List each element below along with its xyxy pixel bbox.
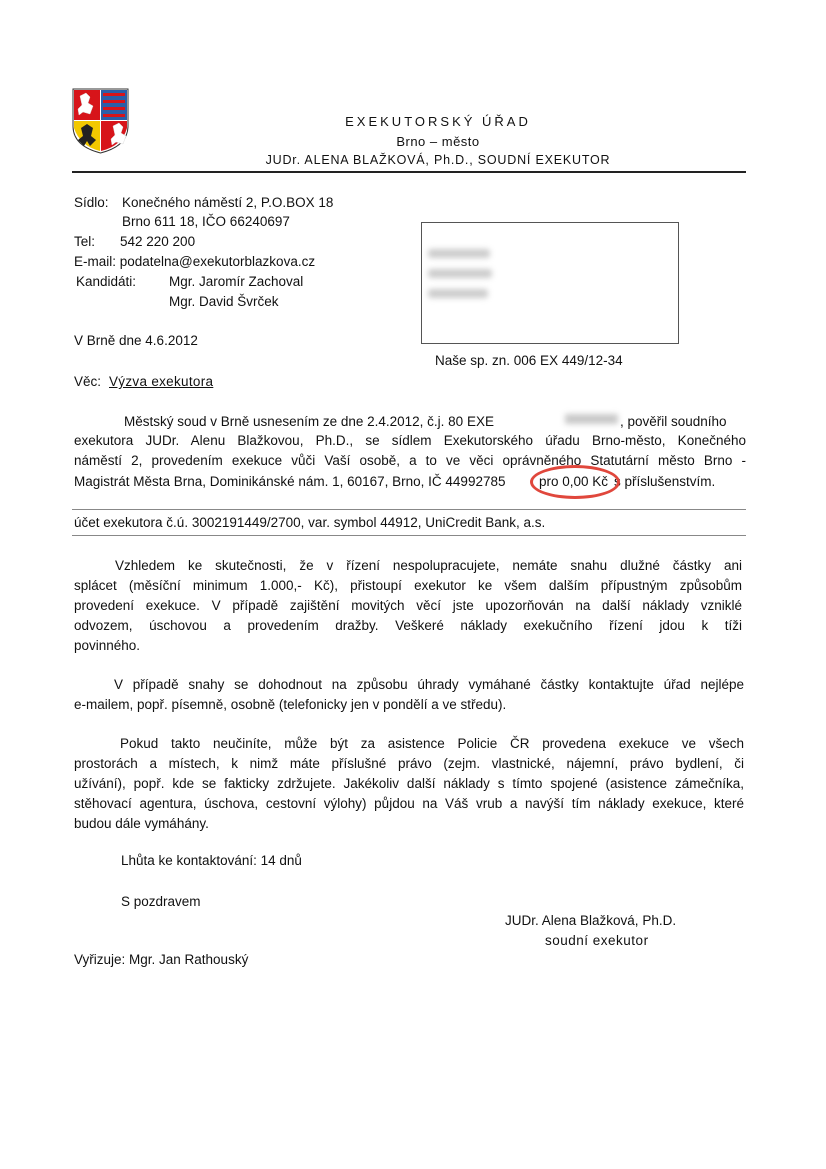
kandidat-1: Mgr. Jaromír Zachoval <box>169 274 304 289</box>
para3-line2: e-mailem, popř. písemně, osobně (telefonicky jen v pondělí a ve středu). <box>74 697 507 712</box>
date-line: V Brně dne 4.6.2012 <box>74 333 198 348</box>
recipient-address-box <box>421 222 679 344</box>
tel-value: 542 220 200 <box>120 234 196 249</box>
para4-line3: užívání), popř. kde se fakticky zdržujete. Jakékoliv další náklady s tímto spojené (asistence zámečníka, <box>74 776 744 791</box>
para2-line3: provedení exekuce. V případě zajištění movitých věcí jste upozorňován na další náklady vzniklé <box>74 598 742 613</box>
para1-line4a: Magistrát Města Brna, Dominikánské nám. 1, 60167, Brno, IČ 44992785 <box>74 474 506 489</box>
para3 <box>74 675 744 715</box>
redacted-line <box>428 289 488 298</box>
executor-title: JUDr. ALENA BLAŽKOVÁ, Ph.D., SOUDNÍ EXEKUTOR <box>265 153 611 167</box>
greeting: S pozdravem <box>121 894 201 909</box>
para3-line1: V případě snahy se dohodnout na způsobu úhrady vymáhané částky kontaktujte úřad nejlépe <box>114 677 744 692</box>
para2 <box>74 556 742 656</box>
para4 <box>74 734 744 834</box>
amount-highlight-circle <box>530 465 620 499</box>
subject-text: Výzva exekutora <box>109 374 214 389</box>
para1-line1a: Městský soud v Brně usnesením ze dne 2.4.2012, č.j. 80 EXE <box>124 414 494 429</box>
para2-line5: povinného. <box>74 638 141 653</box>
email-line[interactable]: E-mail: podatelna@exekutorblazkova.cz <box>74 254 316 269</box>
tel-label: Tel: <box>74 234 96 249</box>
redacted-line <box>428 269 492 278</box>
sidlo-label: Sídlo: <box>74 195 109 210</box>
reference-number: Naše sp. zn. 006 EX 449/12-34 <box>435 353 623 368</box>
para4-line5: budou dále vymáhány. <box>74 816 209 831</box>
para1-line1b: , pověřil soudního <box>620 414 727 429</box>
account-rule-bottom <box>72 535 746 536</box>
signature-title: soudní exekutor <box>545 933 649 948</box>
para1-amount: pro 0,00 Kč <box>539 474 609 489</box>
sidlo-line2: Brno 611 18, IČO 66240697 <box>122 214 290 229</box>
para4-line2: prostorách a místech, k nimž máte příslušné právo (zejm. vlastnické, nájemní, právo bydlení, či <box>74 756 744 771</box>
subject-label: Věc: <box>74 374 102 389</box>
para2-line4: odvozem, úschovou a provedením dražby. Veškeré náklady exekučního řízení jdou k tíži <box>74 618 742 633</box>
para1-line3: náměstí 2, provedením exekuce vůči Vaší osobě, a to ve věci oprávněného Statutární město Brno - <box>74 453 746 468</box>
account-rule-top <box>72 509 746 510</box>
office-title: EXEKUTORSKÝ ÚŘAD <box>345 114 531 129</box>
account-line: účet exekutora č.ú. 3002191449/2700, var. symbol 44912, UniCredit Bank, a.s. <box>74 515 546 530</box>
signature-name: JUDr. Alena Blažková, Ph.D. <box>505 913 677 928</box>
kandidati-label: Kandidáti: <box>76 274 137 289</box>
para1-line4c: s příslušenstvím. <box>614 474 716 489</box>
office-city: Brno – město <box>396 134 480 149</box>
redacted-case-number <box>565 414 618 424</box>
redacted-line <box>428 249 490 258</box>
deadline: Lhůta ke kontaktování: 14 dnů <box>121 853 302 868</box>
para1-line2: exekutora JUDr. Alenu Blažkovou, Ph.D., se sídlem Exekutorského úřadu Brno-město, Konečného <box>74 433 746 448</box>
para1-body <box>74 431 746 471</box>
para4-line4: stěhovací agentura, úschova, cestovní výlohy) půjdou na Váš vrub a navýší tím náklady exekuce, které <box>74 796 744 811</box>
kandidat-2: Mgr. David Švrček <box>169 294 279 309</box>
sidlo-line1: Konečného náměstí 2, P.O.BOX 18 <box>122 195 334 210</box>
para2-line1: Vzhledem ke skutečnosti, že v řízení nespolupracujete, nemáte snahu dlužné částky ani <box>115 558 742 573</box>
handled-by: Vyřizuje: Mgr. Jan Rathouský <box>74 952 249 967</box>
para2-line2: splácet (měsíční minimum 1.000,- Kč), přistoupí exekutor ke všem dalším přípustným způsobům <box>74 578 742 593</box>
header-rule <box>72 171 746 173</box>
para4-line1: Pokud takto neučiníte, může být za asistence Policie ČR provedena exekuce ve všech <box>120 736 744 751</box>
coat-of-arms-icon <box>72 88 129 154</box>
